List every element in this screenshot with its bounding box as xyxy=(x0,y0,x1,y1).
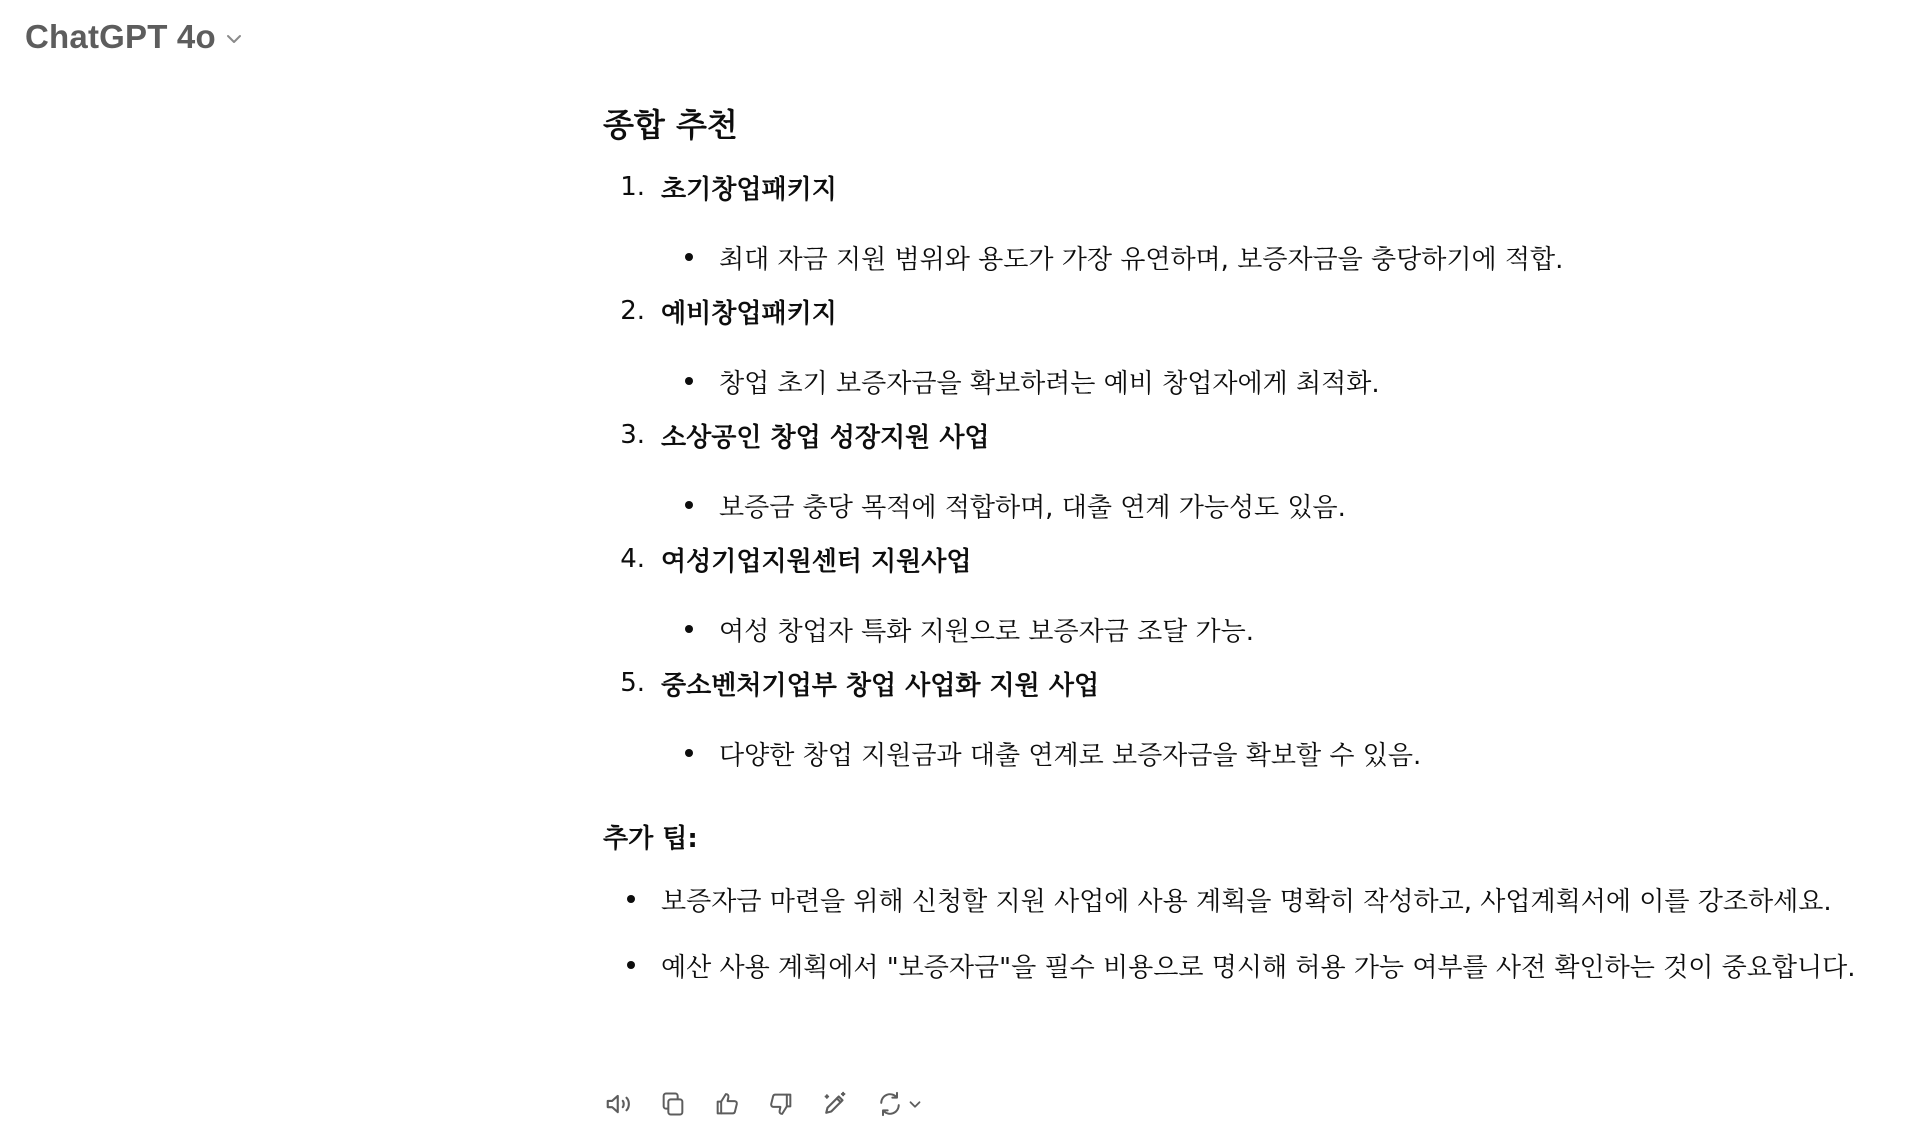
recommendation-list xyxy=(603,166,1893,774)
chevron-down-icon xyxy=(906,1095,924,1113)
bullet-icon xyxy=(685,501,693,509)
list-number: 2. xyxy=(620,296,645,326)
chevron-down-icon[interactable] xyxy=(222,27,246,51)
recommendation-detail: 창업 초기 보증자금을 확보하려는 예비 창업자에게 최적화. xyxy=(719,368,1380,399)
regenerate-icon xyxy=(876,1090,904,1118)
bullet-icon xyxy=(685,749,693,757)
bullet-icon xyxy=(685,625,693,633)
tip-text: 보증자금 마련을 위해 신청할 지원 사업에 사용 계획을 명확히 작성하고, 사업계획서에 이를 강조하세요. xyxy=(661,886,1832,917)
list-item xyxy=(603,414,1893,526)
list-number: 4. xyxy=(620,544,645,574)
message-actions xyxy=(603,1088,927,1120)
tips-list xyxy=(603,878,1893,986)
tips-title: 추가 팁: xyxy=(603,824,698,854)
list-item xyxy=(603,538,1893,650)
copy-icon xyxy=(659,1090,687,1118)
recommendation-title: 예비창업패키지 xyxy=(661,298,837,329)
speaker-icon xyxy=(604,1089,634,1119)
edit-canvas-icon xyxy=(820,1089,850,1119)
list-number: 1. xyxy=(620,172,645,202)
recommendation-detail: 최대 자금 지원 범위와 용도가 가장 유연하며, 보증자금을 충당하기에 적합. xyxy=(719,244,1564,275)
assistant-message xyxy=(603,100,1893,1010)
tip-text: 예산 사용 계획에서 "보증자금"을 필수 비용으로 명시해 허용 가능 여부를 사전 확인하는 것이 중요합니다. xyxy=(661,952,1856,983)
list-item xyxy=(603,944,1893,986)
bullet-icon xyxy=(627,961,635,969)
copy-button[interactable] xyxy=(657,1088,689,1120)
list-number: 5. xyxy=(620,668,645,698)
list-item xyxy=(603,290,1893,402)
bullet-icon xyxy=(627,895,635,903)
list-item xyxy=(603,662,1893,774)
read-aloud-button[interactable] xyxy=(603,1088,635,1120)
good-response-button[interactable] xyxy=(711,1088,743,1120)
list-number: 3. xyxy=(620,420,645,450)
recommendation-title: 소상공인 창업 성장지원 사업 xyxy=(661,422,990,453)
thumbs-up-icon xyxy=(713,1090,741,1118)
section-title: 종합 추천 xyxy=(603,106,738,144)
regenerate-button[interactable] xyxy=(873,1088,927,1120)
recommendation-detail: 다양한 창업 지원금과 대출 연계로 보증자금을 확보할 수 있음. xyxy=(719,740,1422,771)
recommendation-title: 초기창업패키지 xyxy=(661,174,837,205)
model-selector[interactable] xyxy=(25,18,246,56)
list-item xyxy=(603,166,1893,278)
recommendation-detail: 여성 창업자 특화 지원으로 보증자금 조달 가능. xyxy=(719,616,1255,647)
recommendation-title: 중소벤처기업부 창업 사업화 지원 사업 xyxy=(661,670,1100,701)
bullet-icon xyxy=(685,377,693,385)
bad-response-button[interactable] xyxy=(765,1088,797,1120)
recommendation-title: 여성기업지원센터 지원사업 xyxy=(661,546,972,577)
thumbs-down-icon xyxy=(767,1090,795,1118)
bullet-icon xyxy=(685,253,693,261)
recommendation-detail: 보증금 충당 목적에 적합하며, 대출 연계 가능성도 있음. xyxy=(719,492,1346,523)
edit-in-canvas-button[interactable] xyxy=(819,1088,851,1120)
model-name[interactable]: ChatGPT 4o xyxy=(25,18,216,55)
list-item xyxy=(603,878,1893,920)
